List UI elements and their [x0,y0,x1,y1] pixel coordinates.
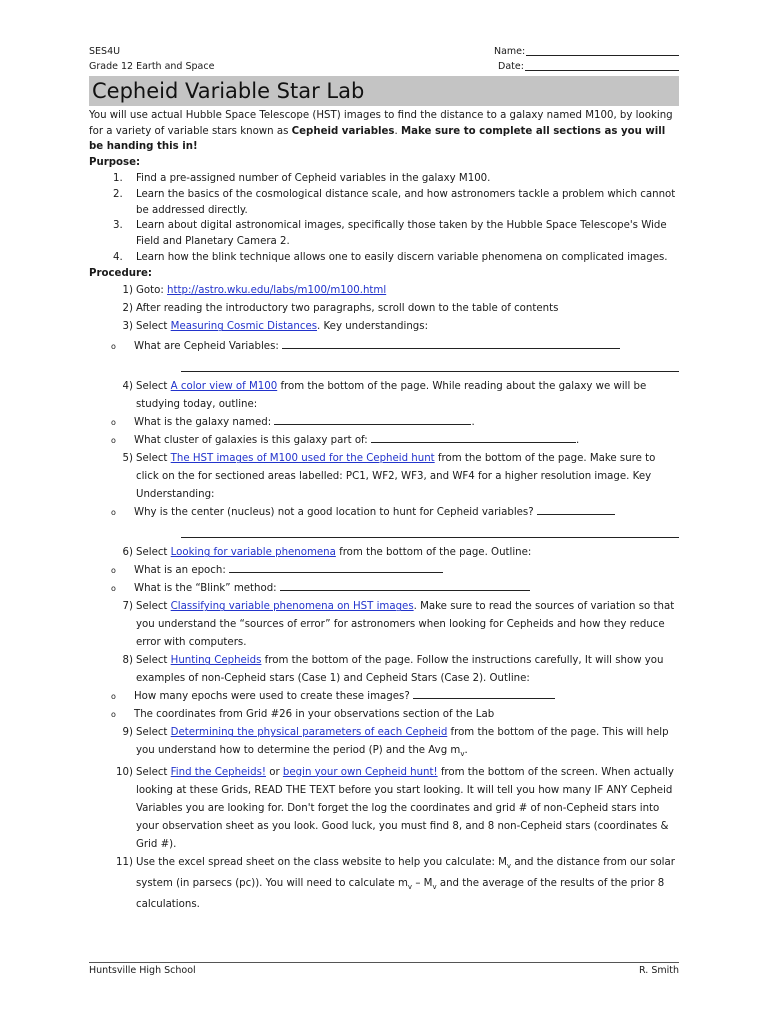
list-item: 9) Select Determining the physical parameters of each Cepheid from the bottom of the page. This will help you understand how to determine the period (P) and the Avg $m_v$. [122,727,669,759]
classifying-link[interactable]: Classifying variable phenomena on HST images [170,601,414,613]
title-bar [89,76,679,106]
color-view-link[interactable]: A color view of M100 [170,381,278,393]
purpose-heading: Purpose: [89,157,141,169]
physical-parameters-link[interactable]: Determining the physical parameters of each Cepheid [170,727,448,739]
name-date-fields [494,44,679,74]
begin-hunt-link[interactable]: begin your own Cepheid hunt! [282,766,438,778]
hunting-cepheids-link[interactable]: Hunting Cepheids [170,655,262,667]
course-info [89,44,214,74]
variable-phenomena-link[interactable]: Looking for variable phenomena [170,547,336,559]
question-item: o What are Cepheid Variables: [89,338,679,356]
intro-paragraph [89,108,679,155]
answer-line[interactable] [537,504,615,515]
page-title: Cepheid Variable Star Lab [92,79,365,103]
school-name: Huntsville High School [89,965,196,976]
answer-line[interactable] [181,522,679,538]
list-item: 10) Select Find the Cepheids! or begin your own Cepheid hunt! from the bottom of the screen. When actually looking at these Grids, READ THE TEXT before you start looking. It will tell you how many IF ANY Cepheid Variables you are looking for. Don't forget the log the coordinates and grid # of non-Cepheid stars into your observation sheet as you look. Good luck, you must find 8, and 8 non-Cepheid stars (coordinates & Grid #). [116,766,674,850]
procedure-list [89,282,679,913]
hst-images-link[interactable]: The HST images of M100 used for the Cepheid hunt [170,453,435,465]
list-item: 8) Select Hunting Cepheids from the bottom of the page. Follow the instructions carefully, It will show you examples of non-Cepheid stars (Case 1) and Cepheid Stars (Case 2). Outline: o How many epochs were used to create these images? o The coordinates from Grid #26 in your observations section of the Lab [89,652,679,724]
purpose-list [89,171,679,266]
list-item: 11) Use the excel spread sheet on the class website to help you calculate: $M_v$ and the distance from our solar system (in parsecs (pc)). You will need to calculate $m_v - M_v$ and the average of the results of the prior 8 calculations. [116,856,675,910]
date-label: Date: [498,61,524,72]
answer-line[interactable] [371,432,576,443]
course-code: SES4U [89,46,121,57]
list-item: 3) Select Measuring Cosmic Distances. Key understandings: o What are Cepheid Variables: [89,318,679,378]
m100-lab-link[interactable]: http://astro.wku.edu/labs/m100/m100.html [167,285,387,297]
date-field[interactable] [525,59,679,71]
name-label: Name: [494,46,526,57]
intro-text-2: . [394,125,401,137]
answer-line[interactable] [274,414,471,425]
list-item: 4. Learn how the blink technique allows one to easily discern variable phenomena on complicated images. [113,251,668,263]
list-item: 2. Learn the basics of the cosmological distance scale, and how astronomers tackle a problem which cannot be addressed directly. [113,188,676,216]
list-item: 1. Find a pre-assigned number of Cepheid variables in the galaxy M100. [113,172,491,184]
intro-text: You will use actual Hubble Space Telescope (HST) images to find the distance to a galaxy named M100, by looking for a variety of variable stars known as [89,110,673,137]
measuring-distances-link[interactable]: Measuring Cosmic Distances [170,321,318,333]
list-item: 7) Select Classifying variable phenomena on HST images. Make sure to read the sources of variation so that you understand the “sources of error” for astronomers when looking for Cepheids and how they reduce error with computers. [122,601,675,649]
answer-line[interactable] [282,338,620,349]
author-name: R. Smith [639,965,679,976]
question-item: o What cluster of galaxies is this galaxy part of: . [89,432,679,450]
question-item: o What is the galaxy named: . [89,414,679,432]
list-item: 2) After reading the introductory two paragraphs, scroll down to the table of contents [122,303,559,315]
name-field[interactable] [526,44,679,56]
question-item: o What is the “Blink” method: [89,580,679,598]
page-header [89,44,679,76]
question-item: o Why is the center (nucleus) not a good location to hunt for Cepheid variables? [89,504,679,522]
list-item: 1) Goto: http://astro.wku.edu/labs/m100/m100.html [122,285,387,297]
grade-label: Grade 12 Earth and Space [89,61,215,72]
procedure-heading: Procedure: [89,267,152,279]
find-cepheids-link[interactable]: Find the Cepheids! [170,766,266,778]
answer-line[interactable] [280,580,530,591]
question-item: o What is an epoch: [89,562,679,580]
list-item: 4) Select A color view of M100 from the bottom of the page. While reading about the galaxy we will be studying today, outline: o What is the galaxy named: . o What cluster of galaxies is this galaxy part of: . [89,378,679,450]
question-item: o How many epochs were used to create these images? [89,688,679,706]
page-footer [89,962,679,979]
question-item: o The coordinates from Grid #26 in your observations section of the Lab [111,709,495,721]
list-item: 6) Select Looking for variable phenomena from the bottom of the page. Outline: o What is an epoch: o What is the “Blink” method: [89,544,679,598]
list-item: 5) Select The HST images of M100 used for the Cepheid hunt from the bottom of the page. Make sure to click on the for sectioned areas labelled: PC1, WF2, WF3, and WF4 for a higher resolution image. Key Understanding: o Why is the center (nucleus) not a good location to hunt for Cepheid variables? [89,450,679,544]
intro-bold-term: Cepheid variables [291,125,395,137]
intro-bold-instruction: Make sure to complete all sections as you will be handing this in! [89,125,666,153]
worksheet-page [89,44,679,914]
list-item: 3. Learn about digital astronomical images, specifically those taken by the Hubble Space Telescope's Wide Field and Planetary Camera 2. [113,220,667,248]
answer-line[interactable] [229,562,443,573]
answer-line[interactable] [181,356,679,372]
answer-line[interactable] [413,688,555,699]
